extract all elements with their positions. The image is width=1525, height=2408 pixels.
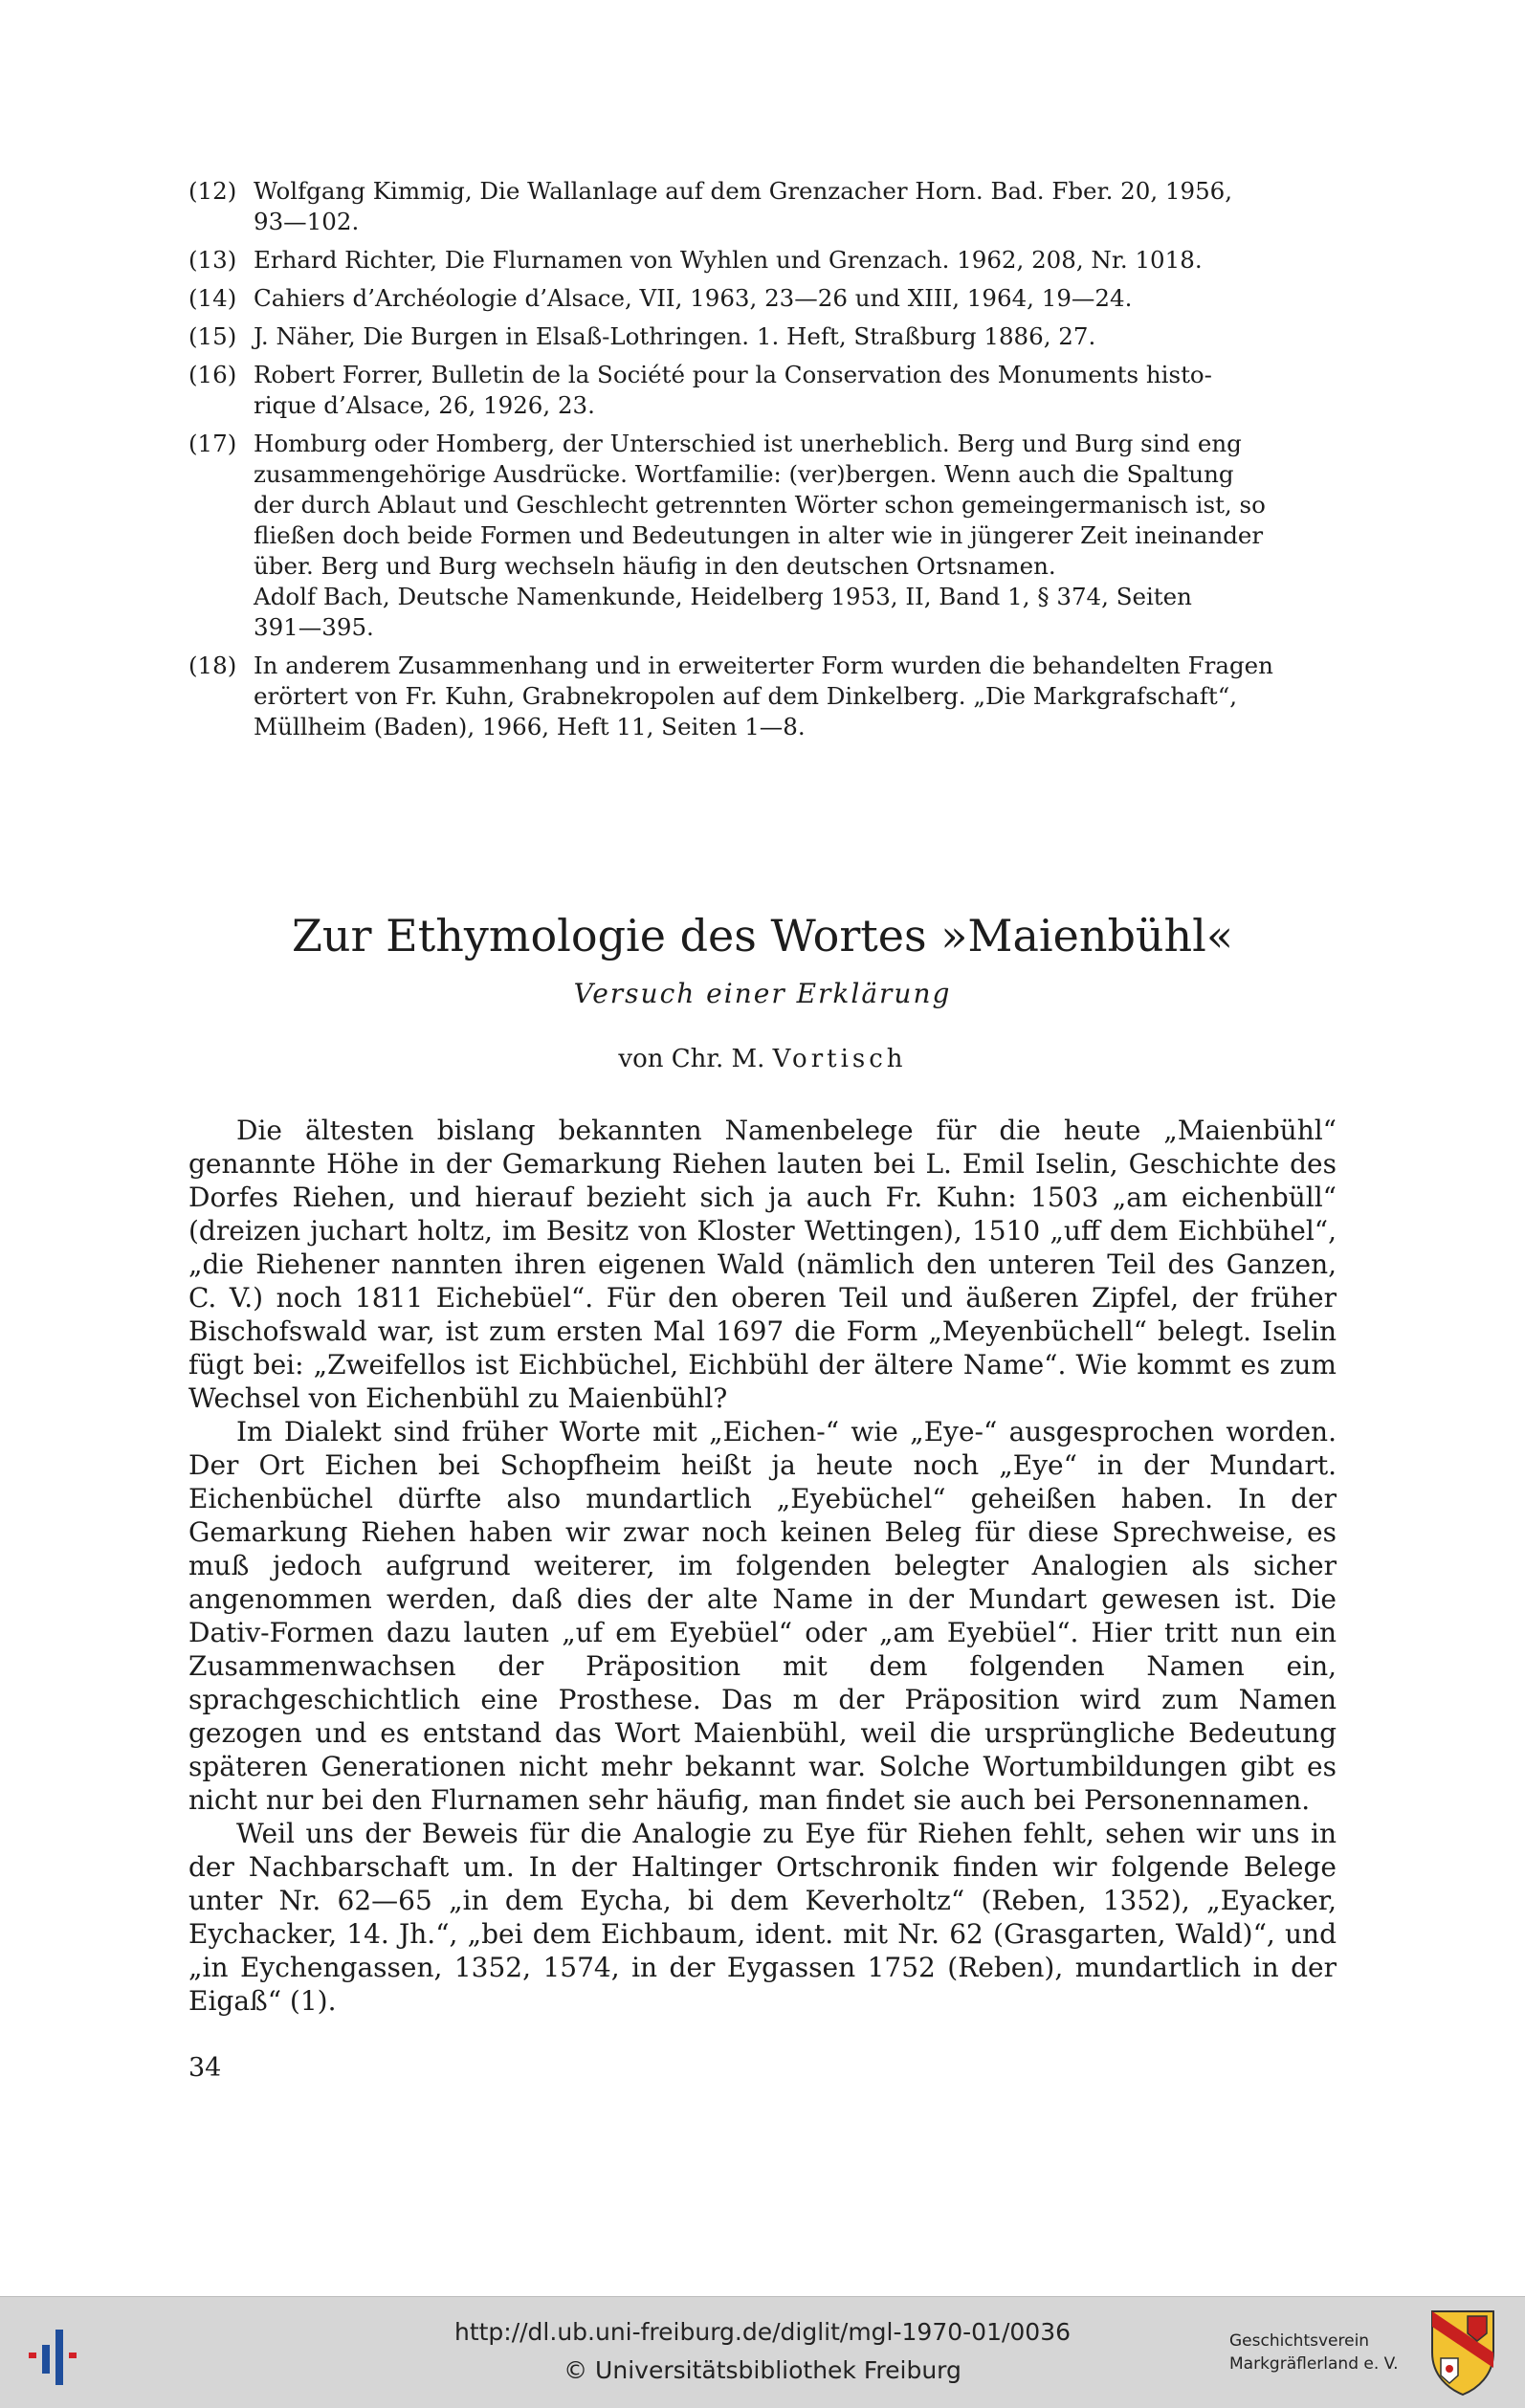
- body-paragraph: Weil uns der Beweis für die Analogie zu Eye für Riehen fehlt, sehen wir uns in der Nachbarschaft um. In der Haltinger Ortschronik finden wir folgende Belege unter Nr. 62—65 „in dem Eycha, bi dem Keverholtz“ (Reben, 1352), „Eyacker, Eychacker, 14. Jh.“, „bei dem Eichbaum, ident. mit Nr. 62 (Grasgarten, Wald)“, und „in Eychengassen, 1352, 1574, in der Eygassen 1752 (Reben), mundartlich in der Eigaß“ (1).: [188, 1818, 1337, 2017]
- body-paragraph: Im Dialekt sind früher Worte mit „Eichen-“ wie „Eye-“ ausgesprochen worden. Der Ort Eichen bei Schopfheim heißt ja heute noch „Eye“ in der Mundart. Eichenbüchel dürfte also mundartlich „Eyebüchel“ geheißen haben. In der Gemarkung Riehen haben wir zwar noch keinen Beleg für diese Sprechweise, es muß jedoch aufgrund weiterer, im folgenden belegter Analogien als sicher angenommen werden, daß dies der alte Name in der Mundart gewesen ist. Die Dativ-Formen dazu lauten „uf em Eyebüel“ oder „am Eyebüel“. Hier tritt nun ein Zusammenwachsen der Präposition mit dem folgenden Namen ein, sprachgeschichtlich eine Prosthese. Das m der Präposition wird zum Namen gezogen und es entstand das Wort Maienbühl, weil die ursprüngliche Bedeutung späteren Generationen nicht mehr bekannt war. Solche Wortumbildungen gibt es nicht nur bei den Flurnamen sehr häufig, man findet sie auch bei Personennamen.: [188, 1416, 1337, 1816]
- article-title: Zur Ethymologie des Wortes »Maienbühl«: [291, 910, 1234, 961]
- society-name-line: Markgräflerland e. V.: [1229, 2354, 1399, 2374]
- footnote-number: (15): [188, 322, 237, 350]
- footnote-text: [254, 651, 1337, 742]
- footnote-line: zusammengehörige Ausdrücke. Wortfamilie: (ver)bergen. Wenn auch die Spaltung: [254, 460, 1234, 488]
- footnote: [188, 283, 1337, 314]
- footnote-number: (17): [188, 430, 237, 457]
- society-name: [1229, 2330, 1411, 2375]
- footnote-line: Homburg oder Homberg, der Unterschied ist unerheblich. Berg und Burg sind eng: [254, 430, 1242, 457]
- footnote-line: erörtert von Fr. Kuhn, Grabnekropolen auf dem Dinkelberg. „Die Markgrafschaft“,: [254, 682, 1238, 710]
- crest-dot: [1446, 2365, 1453, 2373]
- footnote-line: In anderem Zusammenhang und in erweiterter Form wurden die behandelten Fragen: [254, 652, 1273, 679]
- footnote-line: 391—395.: [254, 613, 374, 641]
- footnote: [188, 651, 1337, 742]
- footnote: [188, 360, 1337, 421]
- footnote-line: rique d’Alsace, 26, 1926, 23.: [254, 391, 595, 419]
- footnote-line: J. Näher, Die Burgen in Elsaß-Lothringen. 1. Heft, Straßburg 1886, 27.: [254, 322, 1096, 350]
- article-byline: [188, 1045, 1337, 1073]
- footnote-number: (14): [188, 284, 237, 312]
- footnote-number: (13): [188, 246, 237, 274]
- footnote-number: (18): [188, 652, 237, 679]
- footnote: [188, 321, 1337, 352]
- footnotes: [188, 176, 1337, 750]
- article-body: [188, 1114, 1337, 2018]
- article-subtitle: Versuch einer Erklärung: [573, 978, 952, 1009]
- footnote-line: Cahiers d’Archéologie d’Alsace, VII, 1963, 23—26 und XIII, 1964, 19—24.: [254, 284, 1133, 312]
- footnote-line: Adolf Bach, Deutsche Namenkunde, Heidelberg 1953, II, Band 1, § 374, Seiten: [254, 583, 1192, 610]
- society-name-line: Geschichtsverein: [1229, 2331, 1370, 2351]
- footnote-number: (12): [188, 177, 237, 205]
- footnote-line: über. Berg und Burg wechseln häufig in den deutschen Ortsnamen.: [254, 552, 1056, 580]
- copyright-notice: © Universitätsbibliothek Freiburg: [564, 2356, 961, 2384]
- footnote-number: (16): [188, 361, 237, 388]
- author-name: Vortisch: [772, 1045, 907, 1073]
- byline-prefix: von Chr. M.: [618, 1045, 765, 1073]
- footnote-text: [254, 176, 1337, 237]
- markgraeflerland-crest-icon[interactable]: [1429, 2309, 1496, 2397]
- page-number: 34: [188, 2053, 222, 2083]
- body-paragraph: Die ältesten bislang bekannten Namenbelege für die heute „Maienbühl“ genannte Höhe in der Gemarkung Riehen lauten bei L. Emil Iselin, Geschichte des Dorfes Riehen, und hierauf bezieht sich ja auch Fr. Kuhn: 1503 „am eichenbüll“ (dreizen juchart holtz, im Besitz von Kloster Wettingen), 1510 „uff dem Eichbühel“, „die Riehener nannten ihren eigenen Wald (nämlich den unteren Teil des Ganzen, C. V.) noch 1811 Eichebüel“. Für den oberen Teil und äußeren Zipfel, der früher Bischofswald war, ist zum ersten Mal 1697 die Form „Meyenbüchell“ belegt. Iselin fügt bei: „Zweifellos ist Eichbüchel, Eichbühl der ältere Name“. Wie kommt es zum Wechsel von Eichenbühl zu Maienbühl?: [188, 1115, 1337, 1414]
- footnote: [188, 429, 1337, 643]
- footnote-line: 93—102.: [254, 208, 360, 235]
- footnote-line: Robert Forrer, Bulletin de la Société pour la Conservation des Monuments histo-: [254, 361, 1212, 388]
- permalink-url[interactable]: http://dl.ub.uni-freiburg.de/diglit/mgl-1970-01/0036: [453, 2318, 1072, 2346]
- footnote-line: Erhard Richter, Die Flurnamen von Wyhlen und Grenzach. 1962, 208, Nr. 1018.: [254, 246, 1203, 274]
- footnote-text: [254, 245, 1337, 276]
- footnote-line: Müllheim (Baden), 1966, Heft 11, Seiten 1—8.: [254, 713, 806, 740]
- footnote-text: [254, 283, 1337, 314]
- footnote-line: fließen doch beide Formen und Bedeutungen in alter wie in jüngerer Zeit ineinander: [254, 521, 1264, 549]
- footnote-text: [254, 360, 1337, 421]
- footnote-line: der durch Ablaut und Geschlecht getrennten Wörter schon gemeingermanisch ist, so: [254, 491, 1266, 519]
- footnote: [188, 176, 1337, 237]
- footnote-text: [254, 321, 1337, 352]
- footnote: [188, 245, 1337, 276]
- footnote-text: [254, 429, 1337, 643]
- viewer-footer: [0, 2296, 1525, 2408]
- footnote-line: Wolfgang Kimmig, Die Wallanlage auf dem Grenzacher Horn. Bad. Fber. 20, 1956,: [254, 177, 1233, 205]
